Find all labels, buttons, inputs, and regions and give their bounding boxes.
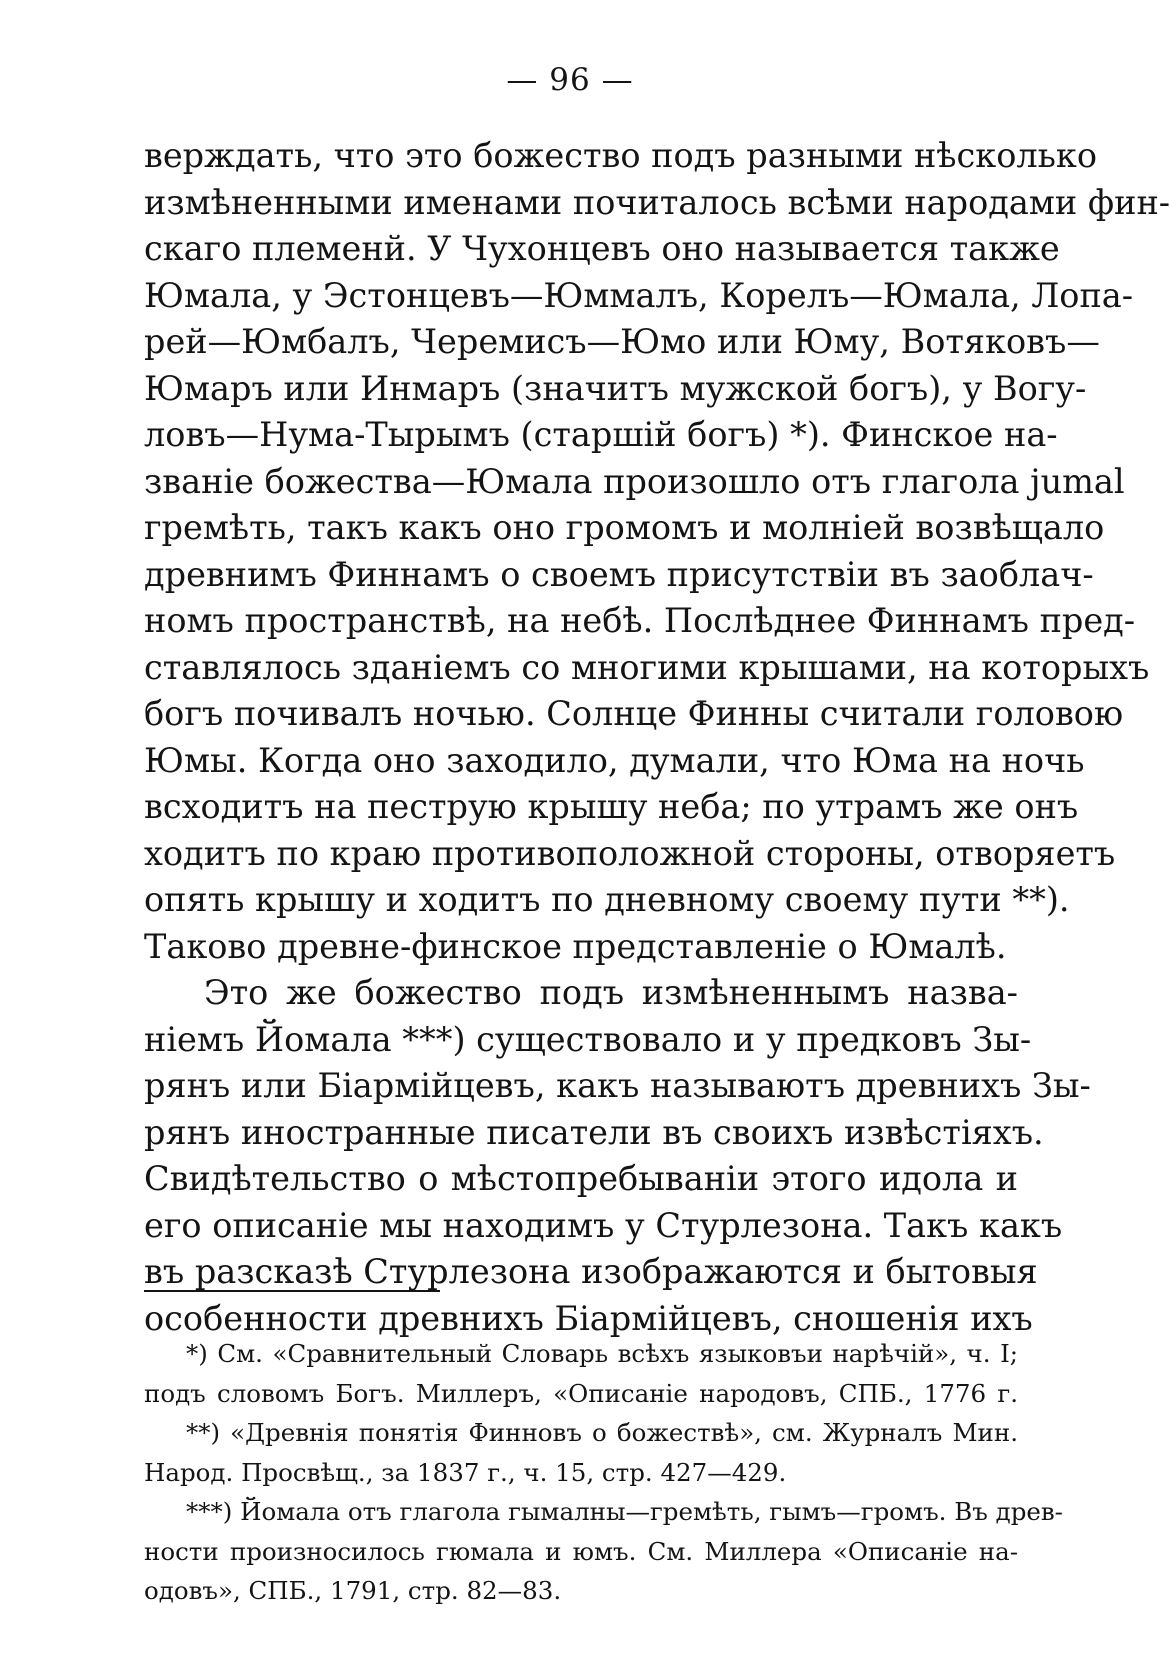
- text-line: ніемъ Йомала ***) существовало и у предковъ Зы-: [144, 1019, 1032, 1059]
- footnote-line: Народ. Просвѣщ., за 1837 г., ч. 15, стр. 427—429.: [144, 1457, 787, 1487]
- text-line: верждать, что это божество подъ разными нѣсколько: [144, 136, 1097, 175]
- text-line: Юмы. Когда оно заходило, думали, что Юма на ночь: [144, 740, 1085, 780]
- text-line: Юмала, у Эстонцевъ—Юммалъ, Корелъ—Юмала, Лопа-: [144, 275, 1134, 315]
- text-line: богъ почивалъ ночью. Солнце Финны считали головою: [144, 694, 1124, 733]
- footnote-line: **) «Древнія понятія Финновъ о божествѣ», см. Журналъ Мин.: [186, 1418, 1018, 1447]
- text-line: ходитъ по краю противоположной стороны, отворяетъ: [144, 833, 1116, 873]
- text-line: опять крышу и ходитъ по дневному своему пути **).: [144, 880, 1070, 919]
- footnote-line: подъ словомъ Богъ. Миллеръ, «Описаніе народовъ, СПБ., 1776 г.: [144, 1378, 1018, 1408]
- text-line: его описаніе мы находимъ у Стурлезона. Такъ какъ: [144, 1205, 1063, 1245]
- text-line: въ разсказѣ Стурлезона изображаются и бытовыя: [144, 1252, 1038, 1291]
- text-line: Юмаръ или Инмаръ (значитъ мужской богъ), у Вогу-: [144, 368, 1087, 408]
- text-line: скаго племенй. У Чухонцевъ оно называется также: [144, 229, 1060, 268]
- text-line: рей—Юмбалъ, Черемисъ—Юмо или Юму, Вотяковъ—: [144, 322, 1100, 361]
- text-line: Таково древне-финское представленіе о Юмалѣ.: [144, 926, 1007, 966]
- text-line: особенности древнихъ Біармійцевъ, сношенія ихъ: [144, 1298, 1033, 1338]
- text-line: Свидѣтельство о мѣстопребываніи этого идола и: [144, 1159, 1018, 1198]
- text-line: гремѣть, такъ какъ оно громомъ и молніей возвѣщало: [144, 508, 1105, 547]
- text-line: номъ пространствѣ, на небѣ. Послѣднее Финнамъ пред-: [144, 601, 1136, 640]
- footnote-line: ***) Йомала отъ глагола гымалны—гремѣть, гымъ—громъ. Въ древ-: [186, 1497, 1063, 1526]
- text-line: ставлялось зданіемъ со многими крышами, на которыхъ: [144, 647, 1150, 687]
- text-line: Это же божество подъ измѣненнымъ назва-: [204, 973, 1018, 1012]
- text-line: измѣненными именами почиталось всѣми народами фин-: [144, 182, 1170, 222]
- text-line: древнимъ Финнамъ о своемъ присутствіи въ заоблач-: [144, 554, 1094, 594]
- text-line: всходитъ на пеструю крышу неба; по утрамъ же онъ: [144, 787, 1079, 826]
- text-line: рянъ иностранные писатели въ своихъ извѣстіяхъ.: [144, 1112, 1044, 1152]
- text-line: рянъ или Біармійцевъ, какъ называютъ древнихъ Зы-: [144, 1066, 1091, 1105]
- body-text: [144, 133, 1170, 1342]
- text-line: ловъ—Нума-Тырымъ (старшій богъ) *). Финское на-: [144, 415, 1058, 454]
- footnote-line: одовъ», СПБ., 1791, стр. 82—83.: [144, 1576, 562, 1605]
- page-number: — 96 —: [506, 62, 634, 98]
- footnote-divider: [144, 1290, 440, 1292]
- text-line: званіе божества—Юмала произошло отъ глагола jumal: [144, 461, 1125, 501]
- footnote-line: ности произносилось гюмала и юмъ. См. Миллера «Описаніе на-: [144, 1536, 1018, 1566]
- footnote-line: *) См. «Сравнительный Словарь всѣхъ языковъи нарѣчій», ч. I;: [186, 1339, 1018, 1368]
- footnotes: [144, 1334, 1063, 1611]
